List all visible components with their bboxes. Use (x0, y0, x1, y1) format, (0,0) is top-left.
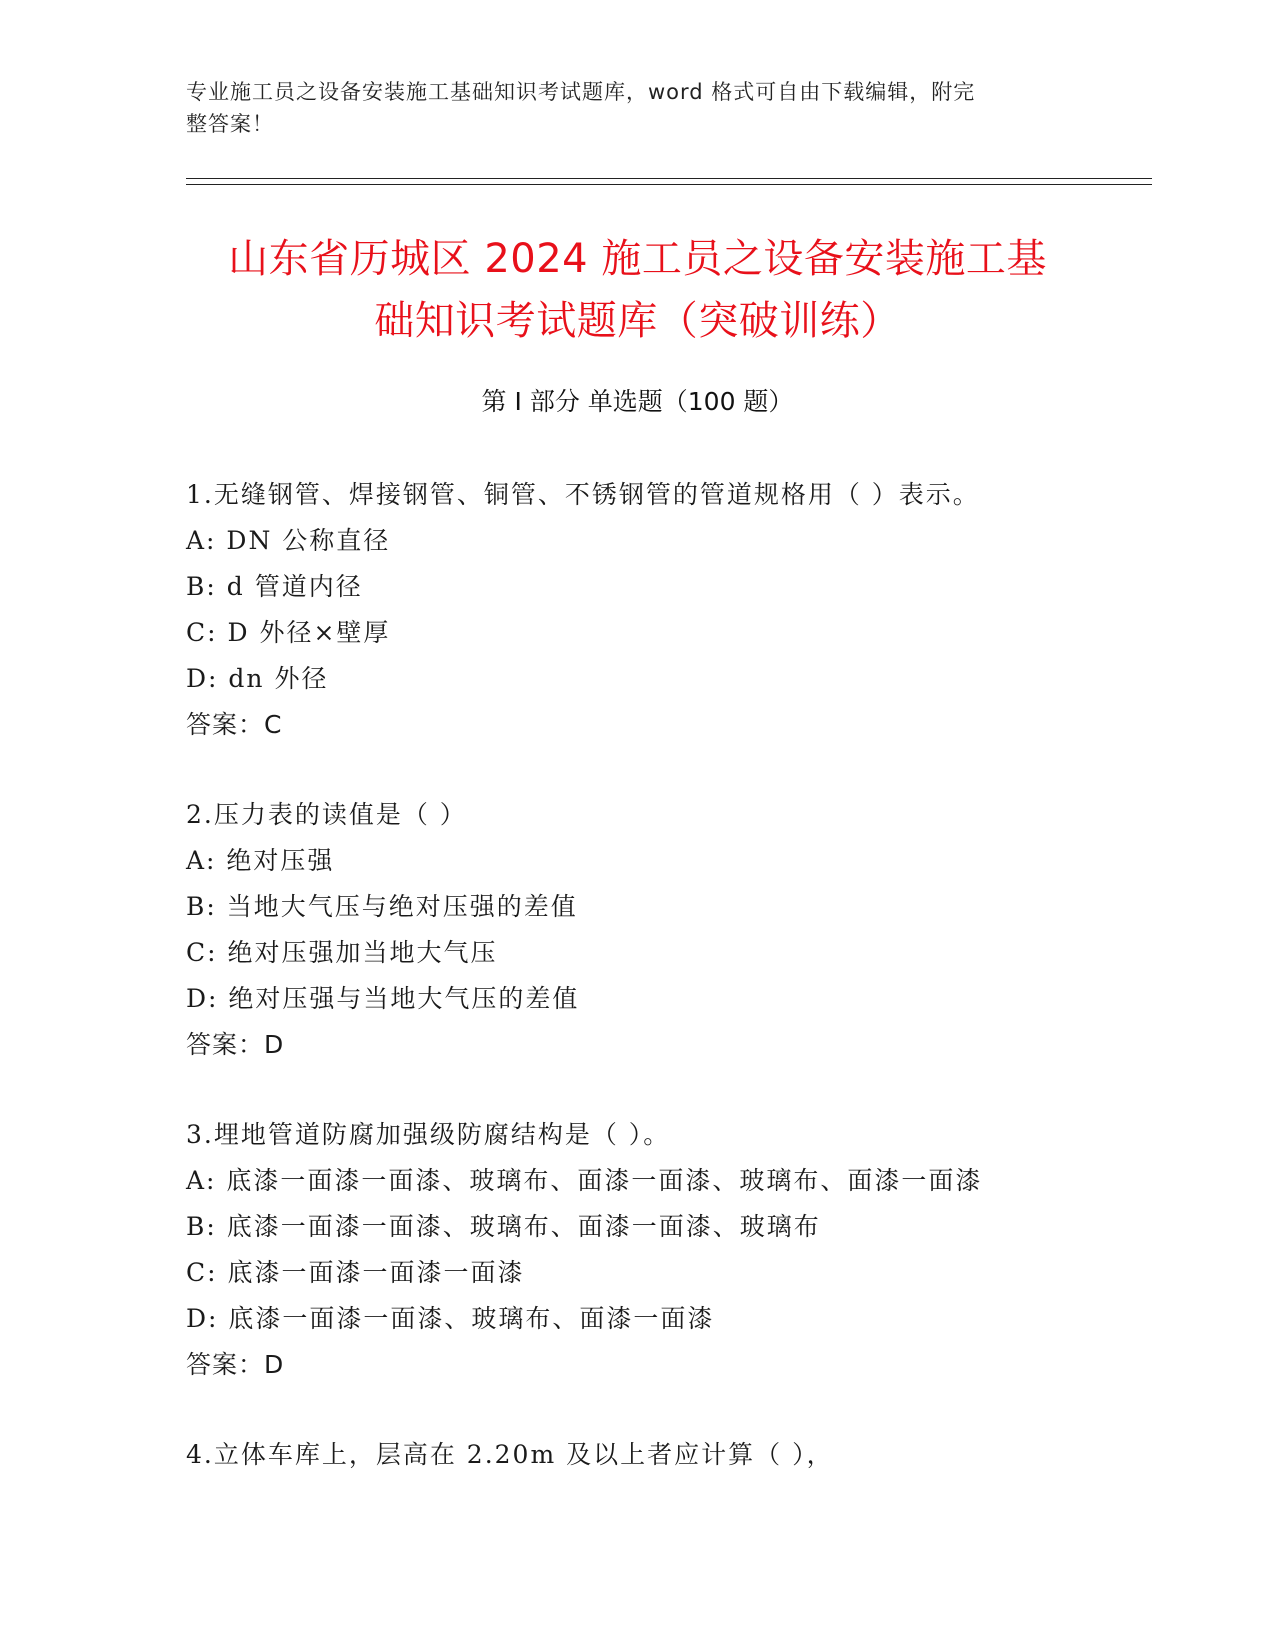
question-stem: 3.埋地管道防腐加强级防腐结构是（ ）。 (186, 1120, 671, 1149)
question-stem: 1.无缝钢管、焊接钢管、铜管、不锈钢管的管道规格用（ ）表示。 (186, 480, 980, 509)
answer: 答案：D (186, 1030, 285, 1059)
answer: 答案：C (186, 710, 283, 739)
option-b: B: 底漆一面漆一面漆、玻璃布、面漆一面漆、玻璃布 (186, 1212, 821, 1241)
header-note-line1: 专业施工员之设备安装施工基础知识考试题库，word 格式可自由下载编辑，附完 (186, 80, 976, 104)
option-a: A: DN 公称直径 (186, 526, 391, 555)
option-a: A: 底漆一面漆一面漆、玻璃布、面漆一面漆、玻璃布、面漆一面漆 (186, 1166, 983, 1195)
option-d: D: 绝对压强与当地大气压的差值 (186, 984, 580, 1013)
question-stem: 2.压力表的读值是（ ） (186, 800, 467, 829)
question-2 (186, 792, 1086, 1068)
question-4 (186, 1432, 1086, 1478)
question-1 (186, 472, 1086, 748)
document-title-line1: 山东省历城区 2024 施工员之设备安装施工基 (228, 236, 1047, 282)
option-b: B: d 管道内径 (186, 572, 363, 601)
option-c: C: D 外径×壁厚 (186, 618, 391, 647)
option-d: D: dn 外径 (186, 664, 329, 693)
option-d: D: 底漆一面漆一面漆、玻璃布、面漆一面漆 (186, 1304, 715, 1333)
option-a: A: 绝对压强 (186, 846, 335, 875)
answer: 答案：D (186, 1350, 285, 1379)
header-divider-top (186, 178, 1152, 179)
document-title (150, 228, 1125, 352)
document-title-line2: 础知识考试题库（突破训练） (374, 298, 901, 344)
option-c: C: 绝对压强加当地大气压 (186, 938, 498, 967)
header-note-line2: 整答案！ (186, 112, 274, 136)
header-divider-bottom (186, 184, 1152, 185)
header-note (186, 76, 1066, 140)
option-c: C: 底漆一面漆一面漆一面漆 (186, 1258, 525, 1287)
option-b: B: 当地大气压与绝对压强的差值 (186, 892, 578, 921)
section-title: 第 I 部分 单选题（100 题） (481, 387, 794, 416)
question-list (186, 472, 1086, 1522)
question-stem: 4.立体车库上，层高在 2.20m 及以上者应计算（ ）， (186, 1440, 834, 1469)
question-3 (186, 1112, 1086, 1388)
